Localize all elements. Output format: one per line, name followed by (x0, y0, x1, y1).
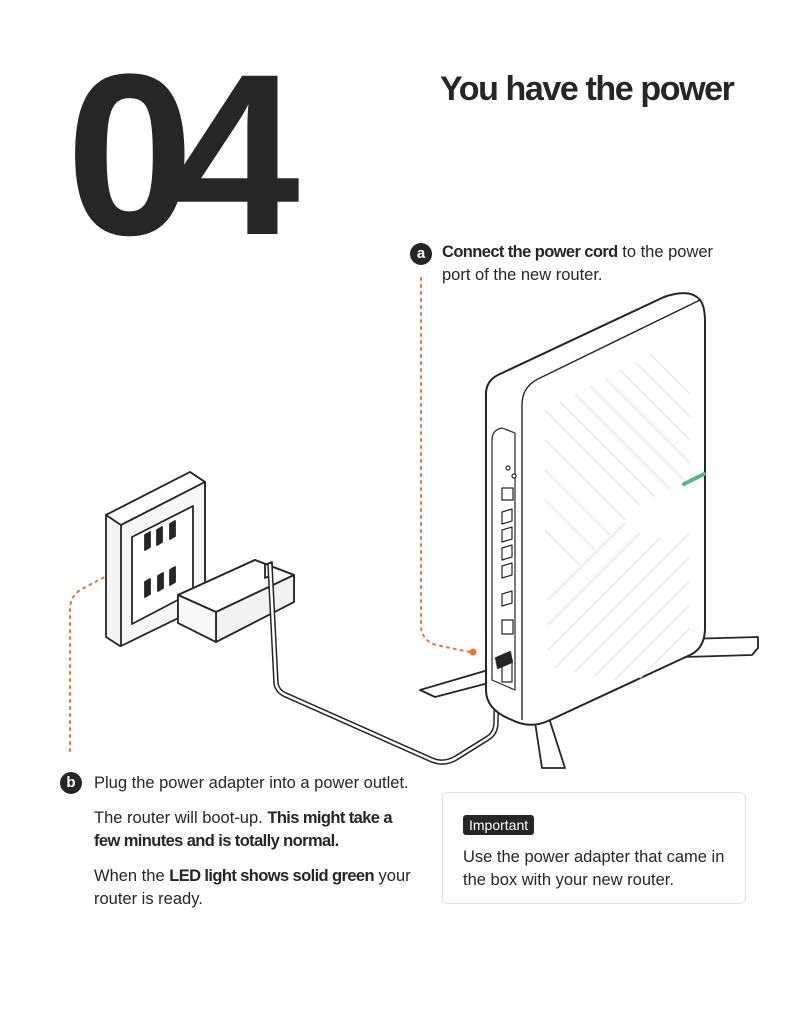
step-b-instruction (94, 772, 414, 923)
leader-line-a (421, 278, 477, 656)
step-b-line1: Plug the power adapter into a power outlet. (94, 774, 409, 792)
step-b-badge: b (60, 772, 82, 794)
important-text: Use the power adapter that came in the box with your new router. (463, 848, 725, 889)
important-notice (442, 792, 746, 904)
step-a-badge: a (410, 243, 432, 265)
step-a-instruction (442, 241, 742, 287)
important-tag: Important (463, 815, 534, 835)
step-b-led-note (94, 865, 414, 911)
router (486, 293, 705, 725)
led-note-start: When the (94, 867, 170, 885)
step-a-bold-text: Connect the power cord (442, 243, 618, 261)
step-number: 04 (66, 26, 278, 283)
led-note-end: your router is ready. (94, 867, 411, 908)
power-cable (270, 565, 497, 762)
step-b-boot-note (94, 807, 414, 853)
boot-note-bold: This might take a few minutes and is totally normal. (94, 809, 392, 850)
step-a-text: to the power port of the new router. (442, 243, 714, 284)
led-note-bold: LED light shows solid green (169, 867, 374, 885)
boot-note-text: The router will boot-up. (94, 809, 268, 827)
page-title: You have the power (440, 70, 734, 108)
